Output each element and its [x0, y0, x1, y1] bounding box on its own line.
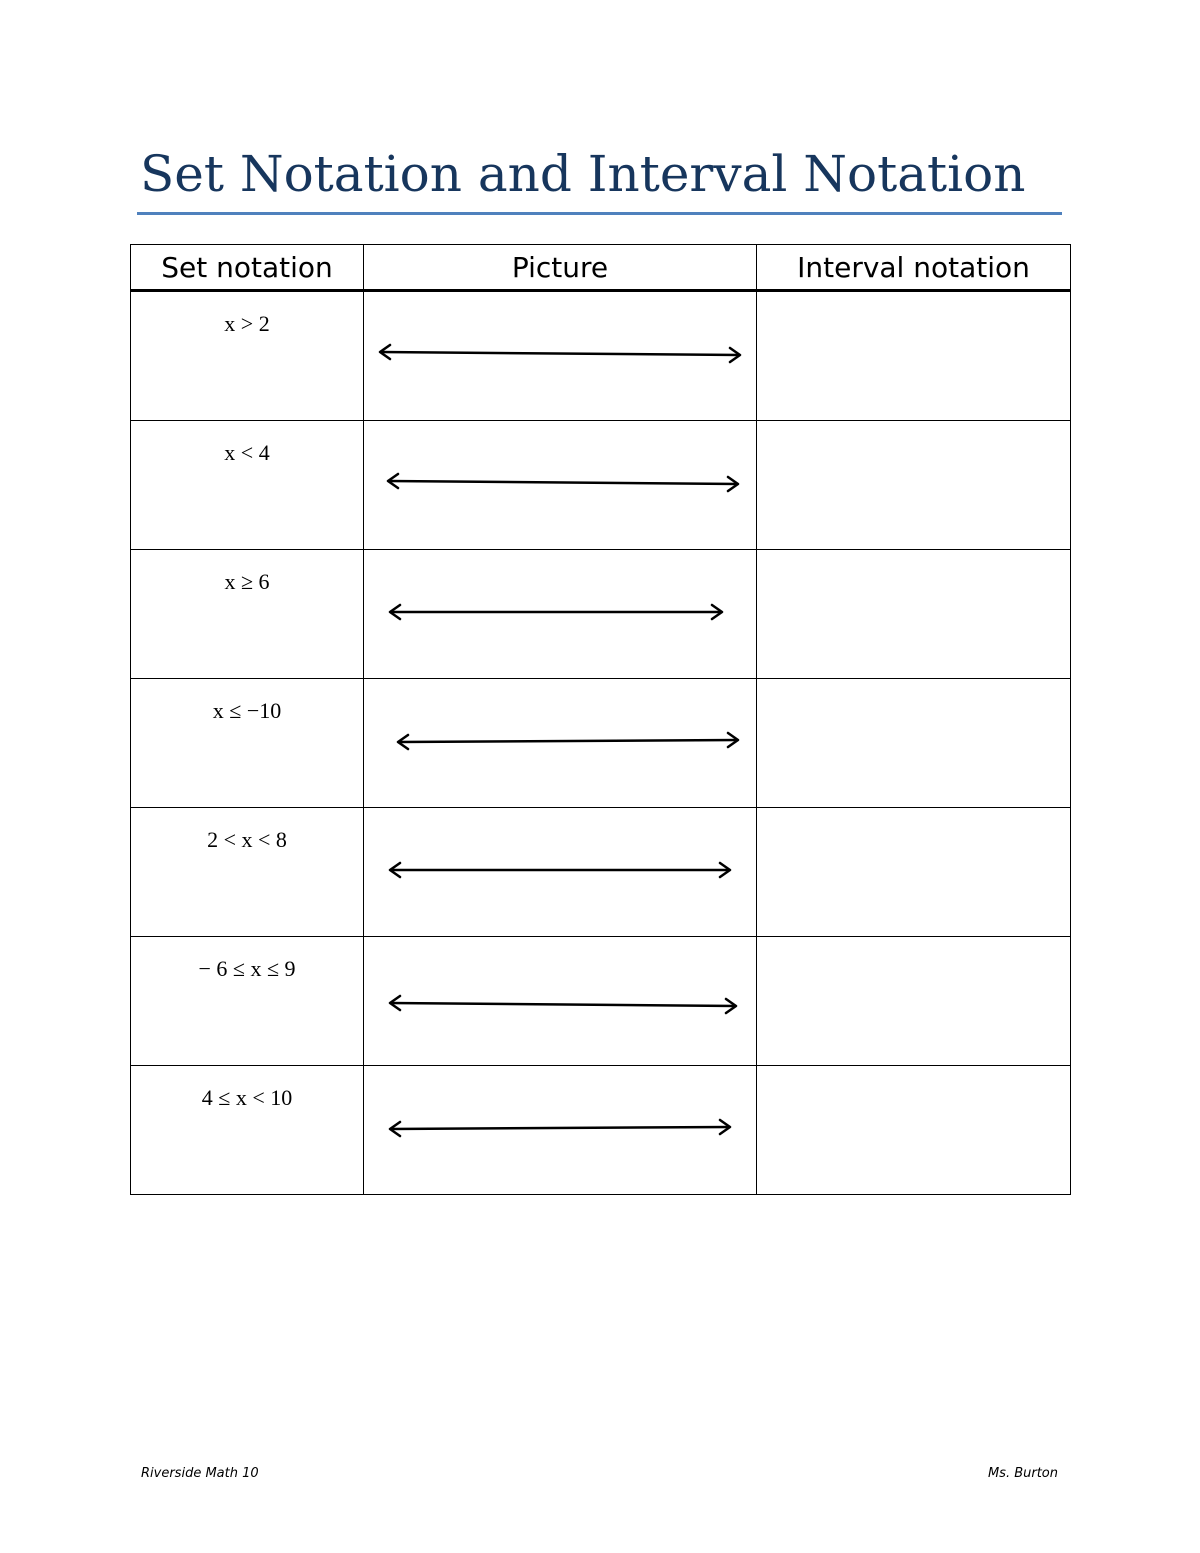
picture-cell[interactable] [364, 550, 757, 679]
number-line-arrow-icon [386, 1116, 756, 1146]
interval-notation-cell[interactable] [757, 291, 1071, 421]
header-picture: Picture [364, 245, 757, 291]
page-title: Set Notation and Interval Notation [140, 145, 1026, 203]
set-notation-cell [131, 679, 364, 808]
table-row [131, 291, 1071, 421]
interval-notation-cell[interactable] [757, 679, 1071, 808]
set-notation-text: x > 2 [224, 311, 270, 336]
set-notation-text: x ≤ −10 [212, 698, 282, 723]
number-line-arrow-icon [386, 600, 756, 630]
set-notation-text: x ≥ 6 [224, 569, 270, 594]
table-row [131, 808, 1071, 937]
picture-cell[interactable] [364, 679, 757, 808]
header-set-notation: Set notation [131, 245, 364, 291]
title-underline [137, 212, 1062, 215]
set-notation-cell [131, 421, 364, 550]
table-row [131, 679, 1071, 808]
number-line-arrow-icon [384, 471, 754, 501]
table-row [131, 421, 1071, 550]
set-notation-cell [131, 1066, 364, 1195]
interval-notation-cell[interactable] [757, 421, 1071, 550]
number-line-arrow-icon [386, 858, 756, 888]
footer-teacher: Ms. Burton [987, 1466, 1058, 1481]
set-notation-text: 2 < x < 8 [207, 827, 287, 852]
set-notation-text: 4 ≤ x < 10 [201, 1085, 293, 1110]
interval-notation-cell[interactable] [757, 808, 1071, 937]
number-line-arrow-icon [386, 993, 756, 1023]
table-row [131, 1066, 1071, 1195]
number-line-arrow-icon [394, 729, 764, 759]
set-notation-text: − 6 ≤ x ≤ 9 [198, 956, 296, 981]
set-notation-text: x < 4 [224, 440, 270, 465]
header-row [131, 245, 1071, 291]
header-interval-notation: Interval notation [757, 245, 1071, 291]
footer-course: Riverside Math 10 [141, 1466, 259, 1481]
table-row [131, 937, 1071, 1066]
notation-table [130, 244, 1071, 1195]
number-line-arrow-icon [376, 342, 746, 372]
interval-notation-cell[interactable] [757, 1066, 1071, 1195]
picture-cell[interactable] [364, 291, 757, 421]
set-notation-cell [131, 937, 364, 1066]
picture-cell[interactable] [364, 1066, 757, 1195]
picture-cell[interactable] [364, 421, 757, 550]
picture-cell[interactable] [364, 808, 757, 937]
interval-notation-cell[interactable] [757, 937, 1071, 1066]
set-notation-cell [131, 291, 364, 421]
picture-cell[interactable] [364, 937, 757, 1066]
set-notation-cell [131, 550, 364, 679]
table-row [131, 550, 1071, 679]
interval-notation-cell[interactable] [757, 550, 1071, 679]
set-notation-cell [131, 808, 364, 937]
